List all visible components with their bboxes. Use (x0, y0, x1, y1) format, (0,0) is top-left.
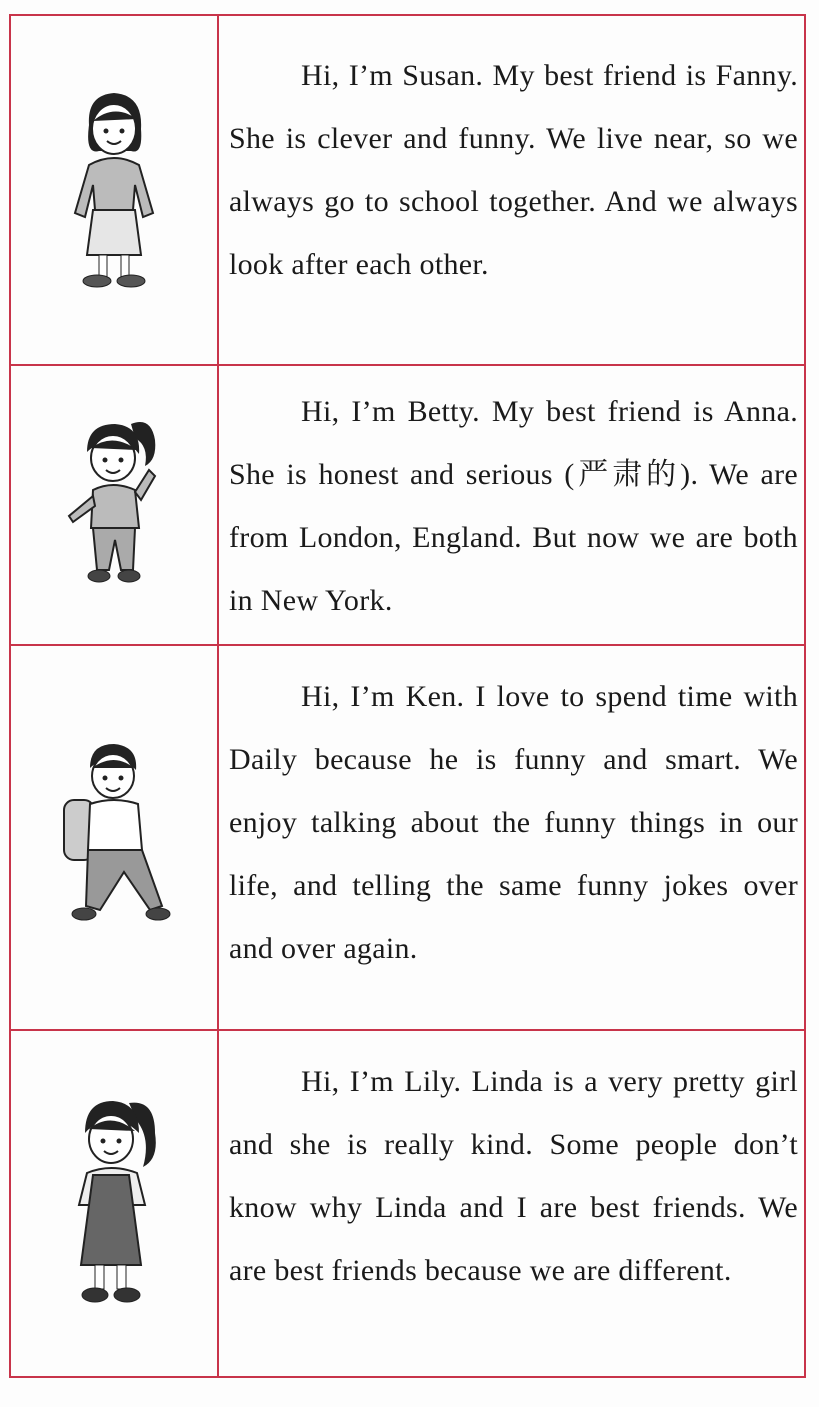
boy-ken-figure (54, 738, 174, 938)
girl-betty-figure (59, 410, 169, 600)
paragraph-text: Hi, I’m Betty. My best friend is Anna. She is honest and serious (严肃的). We are from London, England. But now we are both in New York. (229, 395, 798, 617)
paragraph-text: Hi, I’m Lily. Linda is a very pretty girl and she is really kind. Some people don’t know why Linda and I are best friends. We are best friends because we are different. (229, 1065, 798, 1287)
paragraph-cell (229, 665, 798, 980)
girl-susan-figure (59, 85, 169, 295)
image-cell (11, 1031, 219, 1376)
table-row (11, 16, 804, 366)
paragraph-cell (229, 1050, 798, 1302)
table-row (11, 366, 804, 646)
paragraph-text: Hi, I’m Ken. I love to spend time with Daily because he is funny and smart. We enjoy talking about the funny things in our life, and telling the same funny jokes over and over again. (229, 680, 798, 965)
paragraph-cell (229, 44, 798, 296)
paragraph-cell (229, 380, 798, 632)
table-row (11, 1031, 804, 1376)
image-cell (11, 366, 219, 644)
table-row (11, 646, 804, 1031)
image-cell (11, 16, 219, 364)
girl-lily-figure (59, 1089, 169, 1319)
paragraph-text: Hi, I’m Susan. My best friend is Fanny. She is clever and funny. We live near, so we always go to school together. And we always look after each other. (229, 59, 798, 281)
friends-table (9, 14, 806, 1378)
image-cell (11, 646, 219, 1029)
